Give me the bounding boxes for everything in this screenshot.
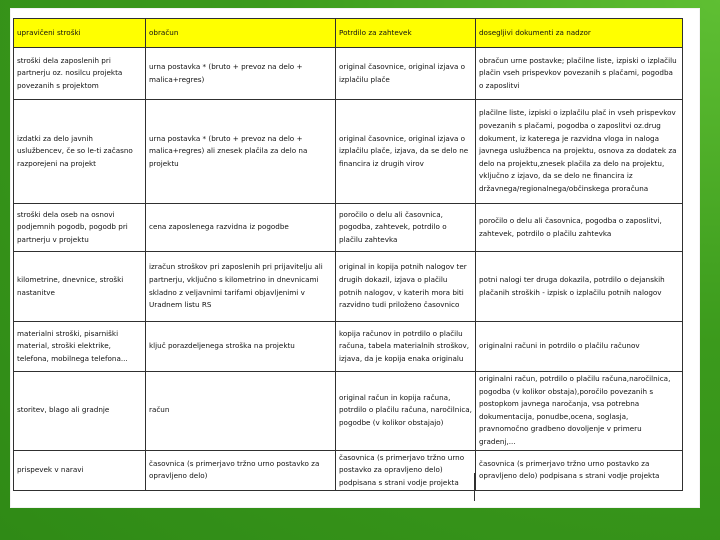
table-cell: izračun stroškov pri zaposlenih pri prijavitelju ali partnerju, vključno s kilometrino in dnevnicami skladno z veljavnimi tarifami objavljenimi v Uradnem listu RS xyxy=(146,252,336,322)
cost-documentation-table xyxy=(13,18,683,491)
table-cell: plačilne liste, izpiski o izplačilu plač in vseh prispevkov povezanih s plačami, pogodba o zaposlitvi oz.drug dokument, iz katerega je razvidna vloga in naloga javnega uslužbenca na projektu, osnova za dodatek za delo na projektu,znesek plačila za delo na projektu, vključno z izjavo, da se delo ne financira iz državnega/regionalnega/občinskega proračuna xyxy=(476,100,683,204)
table-cell: original časovnice, original izjava o izplačilu plače, izjava, da se delo ne financira iz drugih virov xyxy=(336,100,476,204)
table-cell: cena zaposlenega razvidna iz pogodbe xyxy=(146,204,336,252)
table-cell: izdatki za delo javnih uslužbencev, če so le-ti začasno razporejeni na projekt xyxy=(14,100,146,204)
header-control-documents: dosegljivi dokumenti za nadzor xyxy=(476,19,683,48)
slide-page xyxy=(10,8,700,508)
table-cell: ključ porazdeljenega stroška na projektu xyxy=(146,322,336,372)
table-cell: original in kopija potnih nalogov ter drugih dokazil, izjava o plačilu potnih nalogov, v katerih mora biti razvidno tudi priloženo časovnico xyxy=(336,252,476,322)
table-cell: urna postavka * (bruto + prevoz na delo + malica+regres) xyxy=(146,48,336,100)
table-cell: prispevek v naravi xyxy=(14,450,146,491)
table-cell: časovnica (s primerjavo tržno urno postavko za opravljeno delo) podpisana s strani vodje projekta xyxy=(476,450,683,491)
table-cell: original časovnice, original izjava o izplačilu plače xyxy=(336,48,476,100)
table-cell: poročilo o delu ali časovnica, pogodba, zahtevek, potrdilo o plačilu zahtevka xyxy=(336,204,476,252)
table-cell: stroški dela zaposlenih pri partnerju oz. nosilcu projekta povezanih s projektom xyxy=(14,48,146,100)
table-cell: stroški dela oseb na osnovi podjemnih pogodb, pogodb pri partnerju v projektu xyxy=(14,204,146,252)
table-row xyxy=(14,100,683,204)
table-cell: storitev, blago ali gradnje xyxy=(14,372,146,451)
table-cell: časovnica (s primerjavo tržno urno postavko za opravljeno delo) xyxy=(146,450,336,491)
table-cell: poročilo o delu ali časovnica, pogodba o zaposlitvi, zahtevek, potrdilo o plačilu zahtevka xyxy=(476,204,683,252)
table-row xyxy=(14,48,683,100)
table-cell: časovnica (s primerjavo tržno urno postavko za opravljeno delo) podpisana s strani vodje projekta xyxy=(336,450,476,491)
header-eligible-costs: upravičeni stroški xyxy=(14,19,146,48)
table-cell: kilometrine, dnevnice, stroški nastanitve xyxy=(14,252,146,322)
table-cell: obračun urne postavke; plačilne liste, izpiski o izplačilu plačin vseh prispevkov povezanih s plačami, pogodba o zaposlitvi xyxy=(476,48,683,100)
table-cell: urna postavka * (bruto + prevoz na delo + malica+regres) ali znesek plačila za delo na projektu xyxy=(146,100,336,204)
table-row xyxy=(14,450,683,491)
table-cell: kopija računov in potrdilo o plačilu računa, tabela materialnih stroškov, izjava, da je kopija enaka originalu xyxy=(336,322,476,372)
table-row xyxy=(14,252,683,322)
table-cell: original račun in kopija računa, potrdilo o plačilu računa, naročilnica, pogodbe (v kolikor obstajajo) xyxy=(336,372,476,451)
table-row xyxy=(14,322,683,372)
table-cell: materialni stroški, pisarniški material, stroški elektrike, telefona, mobilnega telefona... xyxy=(14,322,146,372)
table-row xyxy=(14,204,683,252)
header-claim-certificate: Potrdilo za zahtevek xyxy=(336,19,476,48)
header-row xyxy=(14,19,683,48)
header-calculation: obračun xyxy=(146,19,336,48)
table-cell: originalni račun, potrdilo o plačilu računa,naročilnica, pogodba (v kolikor obstaja),poročilo povezanih s postopkom javnega naročanja, vsa potrebna dokumentacija, ponudbe,ocena, soglasja, pravnomočno gradbeno dovoljenje v primeru gradenj,... xyxy=(476,372,683,451)
table-cell: račun xyxy=(146,372,336,451)
table-cell: potni nalogi ter druga dokazila, potrdilo o dejanskih plačanih stroških - izpisk o izplačilu potnih nalogov xyxy=(476,252,683,322)
table-cell: originalni računi in potrdilo o plačilu računov xyxy=(476,322,683,372)
table-row xyxy=(14,372,683,451)
table-column-line xyxy=(474,473,475,501)
